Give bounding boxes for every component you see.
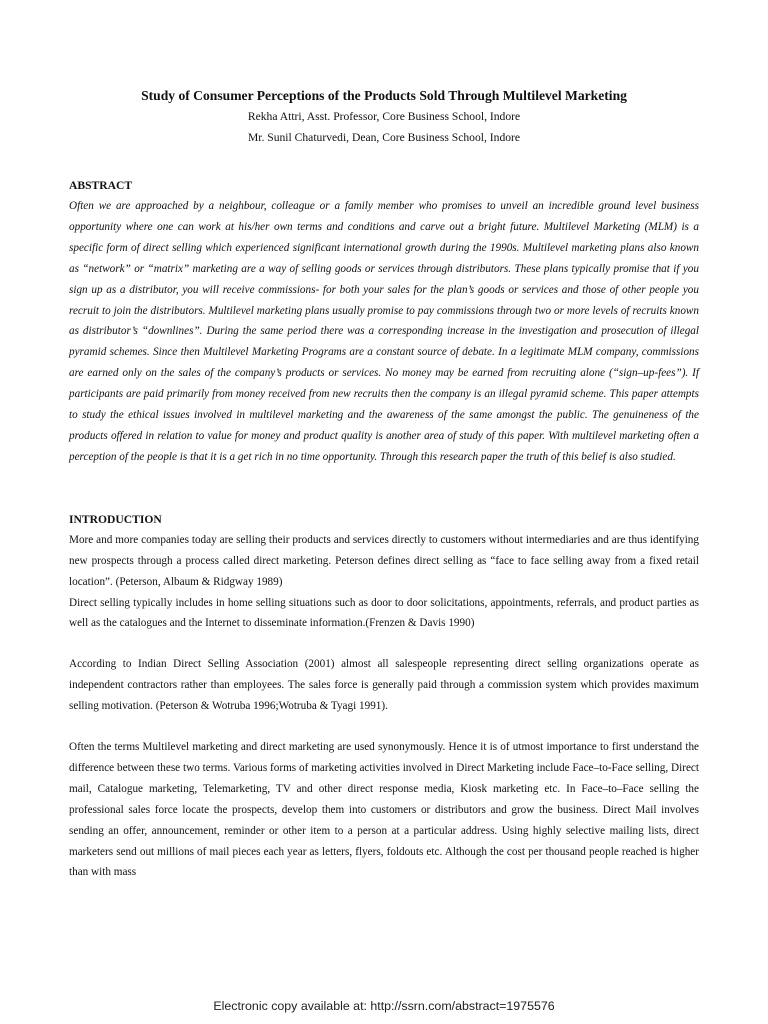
intro-paragraph-2: Direct selling typically includes in home selling situations such as door to door solicitations, appointments, referrals, and product parties as well as the catalogues and the Internet to disseminate information.(Frenzen & Davis 1990) <box>69 596 699 630</box>
intro-paragraph-1: More and more companies today are selling their products and services directly to customers without intermediaries and are thus identifying new prospects through a process called direct marketing. Peterson defines direct selling as “face to face selling away from a fixed retail location”. (Peterson, Albaum & Ridgway 1989) <box>69 533 699 588</box>
introduction-heading: INTRODUCTION <box>69 512 162 526</box>
intro-paragraph-3: According to Indian Direct Selling Association (2001) almost all salespeople representing direct selling organizations operate as independent contractors rather than employees. The sales force is generally paid through a commission system which provides maximum selling motivation. (Peterson & Wotruba 1996;Wotruba & Tyagi 1991). <box>69 658 699 713</box>
intro-paragraph-4: Often the terms Multilevel marketing and direct marketing are used synonymously. Hence it is of utmost importance to first understand the difference between these two terms. Various forms of marketing activities involved in Direct Marketing include Face–to-Face selling, Direct mail, Catalogue marketing, Telemarketing, TV and other direct response media, Kiosk marketing etc. In Face–to–Face selling the professional sales force locate the prospects, develop them into customers or distributors and grow the business. Direct Mail involves sending an offer, announcement, reminder or other item to a person at a particular address. Using highly selective mailing lists, direct marketers send out millions of mail pieces each year as letters, flyers, foldouts etc. Although the cost per thousand people reached is higher than with mass <box>69 741 699 879</box>
author-line-1: Rekha Attri, Asst. Professor, Core Business School, Indore <box>247 110 521 123</box>
ssrn-footer: Electronic copy available at: http://ssrn.com/abstract=1975576 <box>213 999 555 1013</box>
abstract-text: Often we are approached by a neighbour, colleague or a family member who promises to unveil an incredible ground level business opportunity where one can work at his/her own terms and conditions and carve out a bright future. Multilevel Marketing (MLM) is a specific form of direct selling which experienced significant international growth during the 1990s. Multilevel marketing plans also known as “network” or “matrix” marketing are a way of selling goods or services through distributors. These plans typically promise that if you sign up as a distributor, you will receive commissions- for both your sales for the plan’s goods or services and those of other people you recruit to join the distributors. Multilevel marketing plans usually promise to pay commissions through two or more levels of recruits known as distributor’s “downlines”. During the same period there was a corresponding increase in the investigation and prosecution of illegal pyramid schemes. Since then Multilevel Marketing Programs are a constant source of debate. In a legitimate MLM company, commissions are earned only on the sales of the company’s products or services. No money may be earned from recruiting alone (“sign–up-fees”). If participants are paid primarily from money received from new recruits then the company is an illegal pyramid scheme. This paper attempts to study the ethical issues involved in multilevel marketing and the awareness of the same amongst the public. The genuineness of the products offered in relation to value for money and product quality is another area of study of this paper. With multilevel marketing often a perception of the people is that it is a get rich in no time opportunity. Through this research paper the truth of this belief is also studied. <box>69 200 699 463</box>
author-line-2: Mr. Sunil Chaturvedi, Dean, Core Business School, Indore <box>247 131 521 144</box>
paper-page <box>69 86 699 883</box>
paper-title: Study of Consumer Perceptions of the Products Sold Through Multilevel Marketing <box>141 88 627 103</box>
abstract-heading: ABSTRACT <box>69 179 133 192</box>
